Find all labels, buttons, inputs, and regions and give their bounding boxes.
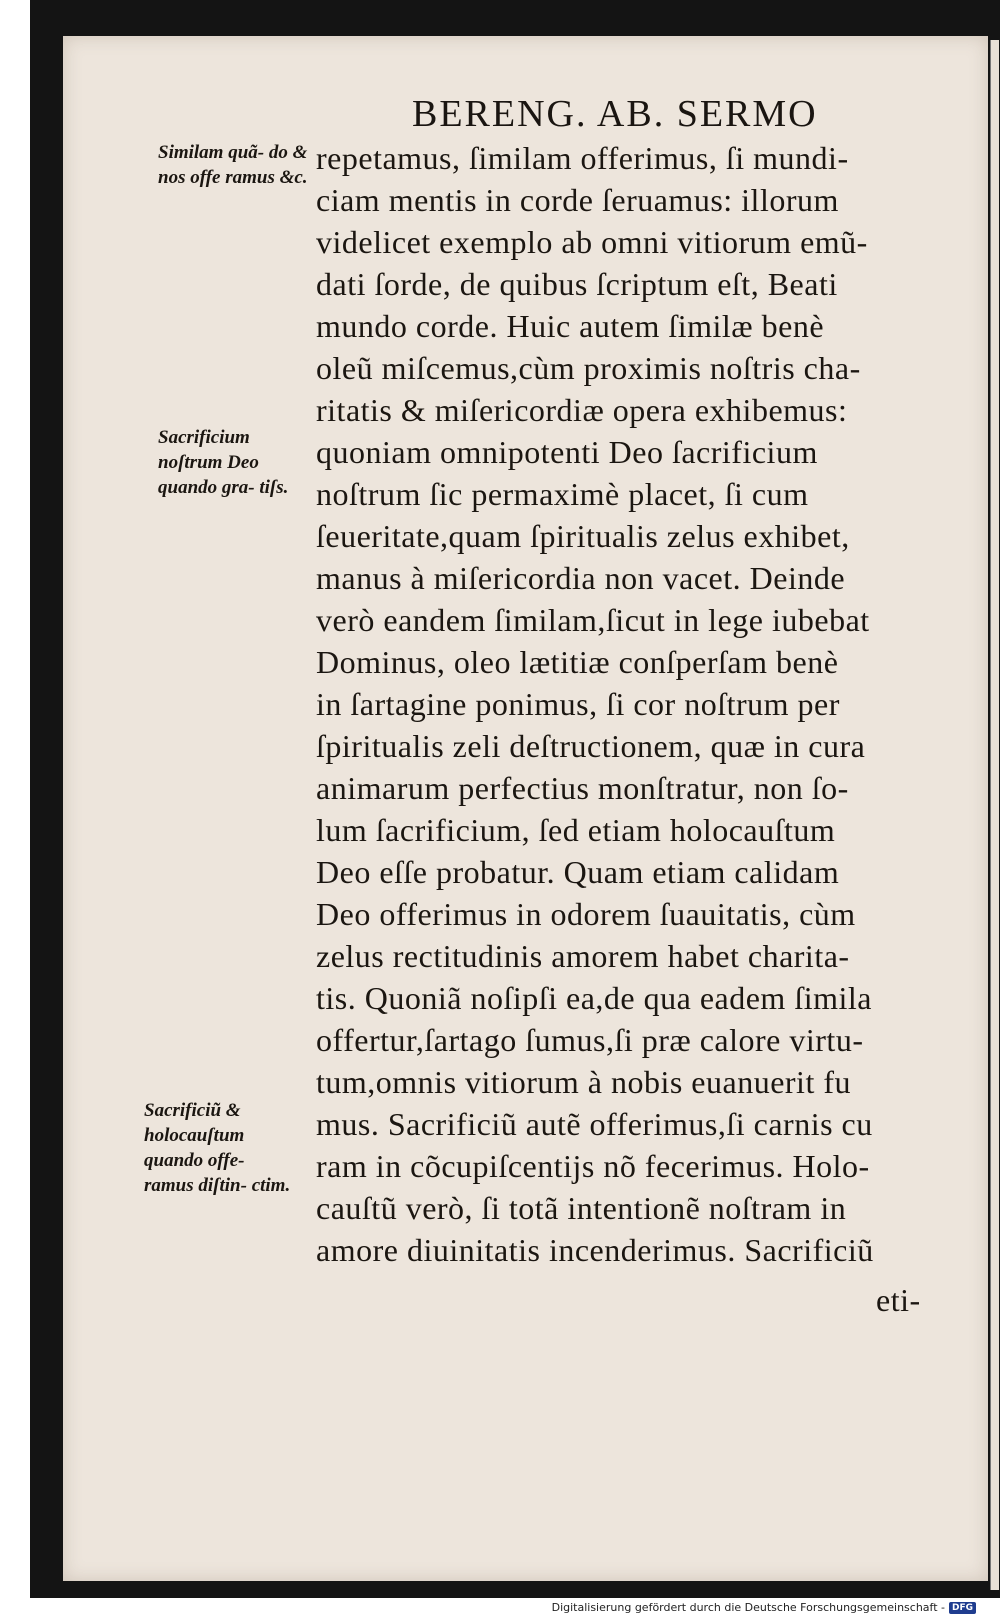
text-line: Dominus, oleo lætitiæ conſperſam benè xyxy=(316,644,839,680)
text-line: ram in cõcupiſcentijs nõ fecerimus. Holo- xyxy=(316,1148,870,1184)
text-line: offertur,ſartago ſumus,ſi præ calore virtu- xyxy=(316,1022,864,1058)
marginal-note: Sacrificium noſtrum Deo quando gra- tiſs. xyxy=(158,427,289,498)
footer-text: Digitalisierung gefördert durch die Deutsche Forschungsgemeinschaft - xyxy=(551,1601,945,1614)
text-line: animarum perfectius monſtratur, non ſo- xyxy=(316,770,849,806)
text-line: Deo offerimus in odorem ſuauitatis, cùm xyxy=(316,896,856,932)
text-line: ritatis & miſericordiæ opera exhibemus: xyxy=(316,392,848,428)
text-line: quoniam omnipotenti Deo ſacrificium xyxy=(316,434,818,470)
text-line: cauſtũ verò, ſi totã intentionẽ noſtram in xyxy=(316,1190,847,1226)
text-line: verò eandem ſimilam,ſicut in lege iubebat xyxy=(316,602,870,638)
marginal-note: Sacrificiũ & holocauſtum quando offe- ramus diſtin- ctim. xyxy=(144,1100,291,1196)
digitization-footer xyxy=(552,1601,976,1614)
text-line: mus. Sacrificiũ autẽ offerimus,ſi carnis cu xyxy=(316,1106,873,1142)
text-line: oleũ miſcemus,cùm proximis noſtris cha- xyxy=(316,350,861,386)
marginal-note: Similam quã- do & nos offe ramus &c. xyxy=(158,142,308,188)
text-line: Deo eſſe probatur. Quam etiam calidam xyxy=(316,854,840,890)
text-line: videlicet exemplo ab omni vitiorum emũ- xyxy=(316,224,868,260)
text-line: ciam mentis in corde ſeruamus: illorum xyxy=(316,182,839,218)
text-line: tum,omnis vitiorum à nobis euanuerit fu xyxy=(316,1064,851,1100)
text-line: amore diuinitatis incenderimus. Sacrificiũ xyxy=(316,1232,874,1268)
text-line: in ſartagine ponimus, ſi cor noſtrum per xyxy=(316,686,840,722)
text-line: noſtrum ſic permaximè placet, ſi cum xyxy=(316,476,809,512)
text-line: ſeueritate,quam ſpiritualis zelus exhibet, xyxy=(316,518,850,554)
running-header: BERENG. AB. SERMO xyxy=(412,93,818,135)
text-line: dati ſorde, de quibus ſcriptum eſt, Beati xyxy=(316,266,838,302)
text-line: tis. Quoniã noſipſi ea,de qua eadem ſimila xyxy=(316,980,872,1016)
page-edge xyxy=(990,40,999,1590)
text-line: manus à miſericordia non vacet. Deinde xyxy=(316,560,846,596)
dfg-logo-icon: DFG xyxy=(949,1602,976,1614)
text-line: ſpiritualis zeli deſtructionem, quæ in cura xyxy=(316,728,866,764)
text-line: repetamus, ſimilam offerimus, ſi mundi- xyxy=(316,140,849,176)
catchword: eti- xyxy=(876,1282,921,1318)
text-line: mundo corde. Huic autem ſimilæ benè xyxy=(316,308,825,344)
text-line: zelus rectitudinis amorem habet charita- xyxy=(316,938,850,974)
text-line: lum ſacrificium, ſed etiam holocauſtum xyxy=(316,812,836,848)
